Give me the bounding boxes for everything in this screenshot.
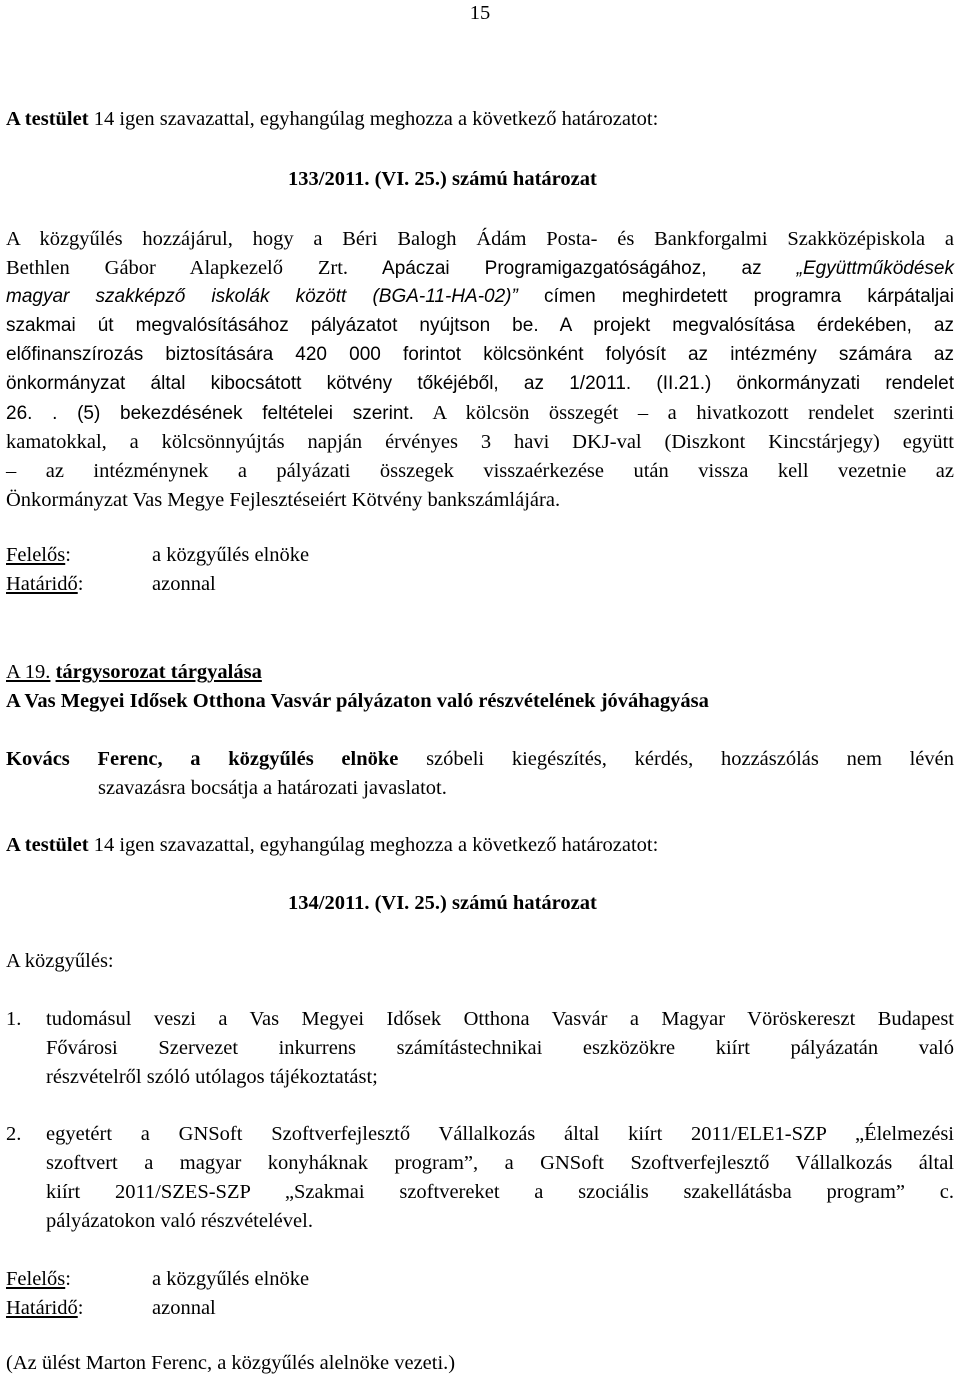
resolution-line: kamatokkal, a kölcsönnyújtás napján érvényes 3 havi DKJ-val (Diszkont Kincstárjegy) együtt bbox=[6, 431, 954, 453]
agenda-heading: A 19. tárgysorozat tárgyalása bbox=[6, 661, 262, 683]
item-number: 1. bbox=[6, 1008, 22, 1030]
item-line: Fővárosi Szervezet inkurrens számítástechnikai eszközökre kiírt pályázatán való bbox=[46, 1037, 954, 1059]
agenda-title: A Vas Megyei Idősek Otthona Vasvár pályázaton való részvételének jóváhagyása bbox=[6, 690, 709, 712]
resolution-line: magyar szakképző iskolák között (BGA-11-HA-02)” címen meghirdetett programra kárpátaljai bbox=[6, 286, 954, 307]
responsible-label: Felelős: bbox=[6, 544, 71, 566]
responsible-label: Felelős: bbox=[6, 1268, 71, 1290]
speaker-name: Kovács Ferenc, a közgyűlés elnöke bbox=[6, 748, 399, 770]
item-line: szoftvert a magyar konyháknak program”, a GNSoft Szoftverfejlesztő Vállalkozás által bbox=[46, 1152, 954, 1174]
item-line: kiírt 2011/SZES-SZP „Szakmai szoftvereket a szociális szakellátásba program” c. bbox=[46, 1181, 954, 1203]
resolution-line: – az intézménynek a pályázati összegek visszaérkezése után vissza kell vezetnie az bbox=[6, 460, 954, 482]
speaker-line: szavazásra bocsátja a határozati javaslatot. bbox=[98, 777, 447, 799]
resolution-line: Bethlen Gábor Alapkezelő Zrt. Apáczai Programigazgatóságához, az „Együttműködések bbox=[6, 257, 954, 279]
resolution-line: Önkormányzat Vas Megye Fejlesztéseiért Kötvény bankszámlájára. bbox=[6, 489, 561, 511]
resolution-title: 134/2011. (VI. 25.) számú határozat bbox=[288, 892, 597, 914]
resolution-line: 26. . (5) bekezdésének feltételei szerint. A kölcsön összegét – a hivatkozott rendelet szerinti bbox=[6, 402, 954, 424]
deadline-label: Határidő: bbox=[6, 1297, 84, 1319]
speaker-line: Kovács Ferenc, a közgyűlés elnöke szóbeli kiegészítés, kérdés, hozzászólás nem lévén bbox=[6, 748, 954, 770]
vote-text: 14 igen szavazattal, egyhangúlag meghozza a következő határozatot: bbox=[88, 834, 659, 856]
item-line: pályázatokon való részvételével. bbox=[46, 1210, 313, 1232]
page-number: 15 bbox=[469, 2, 491, 24]
responsible-value: a közgyűlés elnöke bbox=[152, 544, 310, 566]
resolution-line: szakmai út megvalósításához pályázatot nyújtson be. A projekt megvalósítása érdekében, az bbox=[6, 315, 954, 336]
vote-statement bbox=[6, 830, 954, 860]
resolution-line: önkormányzat által kibocsátott kötvény tőkéjéből, az 1/2011. (II.21.) önkormányzati rendelet bbox=[6, 373, 954, 394]
resolution-line: A közgyűlés hozzájárul, hogy a Béri Balogh Ádám Posta- és Bankforgalmi Szakközépiskola a bbox=[6, 228, 954, 250]
vote-subject: A testület bbox=[6, 834, 89, 856]
deadline-value: azonnal bbox=[152, 1297, 216, 1319]
vote-statement bbox=[6, 104, 954, 134]
vote-subject: A testület bbox=[6, 108, 89, 130]
responsible-value: a közgyűlés elnöke bbox=[152, 1268, 310, 1290]
deadline-label: Határidő: bbox=[6, 573, 84, 595]
item-line: tudomásul veszi a Vas Megyei Idősek Otthona Vasvár a Magyar Vöröskereszt Budapest bbox=[46, 1008, 954, 1030]
item-number: 2. bbox=[6, 1123, 22, 1145]
item-line: részvételről szóló utólagos tájékoztatást; bbox=[46, 1066, 378, 1088]
item-line: egyetért a GNSoft Szoftverfejlesztő Vállalkozás által kiírt 2011/ELE1-SZP „Élelmezési bbox=[46, 1123, 954, 1145]
closing-note: (Az ülést Marton Ferenc, a közgyűlés alelnöke vezeti.) bbox=[6, 1352, 456, 1374]
deadline-value: azonnal bbox=[152, 573, 216, 595]
vote-text: 14 igen szavazattal, egyhangúlag meghozza a következő határozatot: bbox=[88, 108, 659, 130]
resolution-title: 133/2011. (VI. 25.) számú határozat bbox=[288, 168, 597, 190]
assembly-label: A közgyűlés: bbox=[6, 950, 114, 972]
resolution-line: előfinanszírozás biztosítására 420 000 forintot kölcsönként folyósít az intézmény számára az bbox=[6, 344, 954, 365]
